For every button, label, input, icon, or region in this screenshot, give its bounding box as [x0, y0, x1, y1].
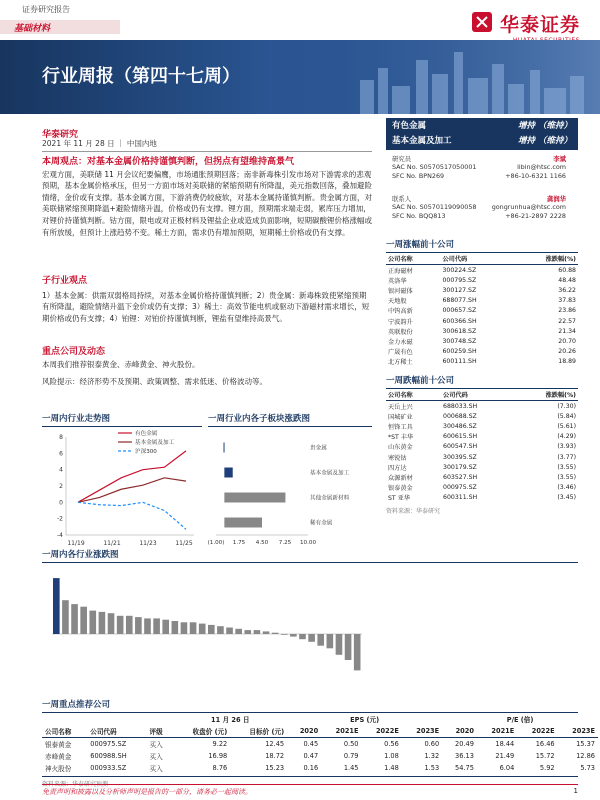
recommend-title: 一周重点推荐公司	[42, 698, 578, 713]
table-cell: 600259.SH	[442, 348, 477, 356]
table-cell: 37.83	[558, 297, 576, 305]
table-cell: 6.04	[499, 764, 515, 772]
y-tick-label: -2	[57, 515, 63, 523]
huatai-logo-icon	[470, 10, 494, 34]
footer	[0, 780, 600, 800]
table-cell: 688033.SH	[443, 402, 478, 410]
table-row	[386, 432, 578, 442]
focus-text: 本周我们推荐银泰黄金、赤峰黄金、神火股份。	[42, 359, 200, 369]
bar	[62, 600, 69, 634]
table-cell: 1.32	[424, 752, 440, 760]
losers-section	[386, 374, 578, 515]
bar	[299, 634, 306, 639]
trend-chart-title: 一周内行业走势图	[42, 412, 202, 427]
sub-view-title: 子行业观点	[42, 276, 88, 286]
table-cell: 22.57	[558, 317, 576, 325]
gainers-section	[386, 238, 578, 367]
bar	[208, 625, 215, 634]
bar	[181, 622, 188, 634]
table-cell: 23.86	[558, 307, 576, 315]
table-cell: 603527.SH	[443, 473, 478, 481]
bar	[244, 630, 251, 634]
y-tick-label: 2	[59, 483, 63, 490]
series-line	[78, 478, 186, 503]
table-cell: 20.49	[455, 740, 474, 748]
table-cell: 银泰黄金	[388, 485, 413, 493]
bar	[99, 612, 106, 634]
focus-section	[42, 347, 372, 370]
table-cell: 600547.SH	[443, 443, 478, 451]
focus-title: 重点公司及动态	[42, 347, 106, 357]
recommend-table	[42, 713, 598, 774]
report-meta: 2021 年 11 月 28 日 ｜ 中国内地	[42, 139, 157, 148]
col-header: 2023E	[416, 727, 440, 735]
y-tick-label: 0	[59, 499, 63, 507]
table-row	[386, 357, 578, 367]
col-header: 2022E	[375, 727, 399, 735]
report-type-label: 证券研究报告	[22, 5, 70, 14]
col-header: 2020	[455, 727, 474, 735]
legend-label: 沪深300	[135, 449, 157, 455]
table-cell: 12.86	[576, 752, 595, 760]
table-row	[386, 265, 578, 276]
table-cell: 天岳上兴	[388, 403, 413, 411]
table-cell: 英洛华	[388, 277, 407, 285]
bar	[317, 634, 324, 646]
table-cell: 0.79	[343, 752, 359, 760]
risk-text: 风险提示：经济形势不及预期、政策调整、需求低迷、价格波动等。	[42, 377, 267, 386]
table-cell: 0.47	[303, 752, 319, 760]
col-header: 2021E	[335, 727, 359, 735]
bar	[144, 618, 151, 634]
table-cell: 5.92	[539, 764, 555, 772]
table-cell: 1.08	[384, 752, 399, 760]
table-row	[386, 442, 578, 452]
table-row	[386, 452, 578, 462]
table-cell: 12.45	[265, 740, 285, 748]
table-cell: (3.55)	[557, 463, 576, 471]
bar	[226, 628, 233, 635]
table-cell: 8.76	[212, 764, 228, 772]
table-cell: 20.70	[558, 337, 576, 345]
key-view	[42, 156, 372, 238]
table-cell: 英联股份	[388, 328, 413, 336]
table-cell: 买入	[149, 741, 163, 749]
col-header: 2022E	[531, 727, 555, 735]
table-cell: 0.56	[384, 740, 399, 748]
x-tick-label: 11/25	[175, 540, 193, 547]
key-view-headline: 对基本金属价格持谨慎判断，但拐点有望维持高景气	[87, 157, 295, 167]
table-cell: 0.45	[303, 740, 319, 748]
x-tick-label: 11/21	[103, 540, 121, 547]
pe-group-header: P/E (倍)	[506, 716, 534, 724]
table-cell: 银河磁体	[388, 287, 413, 295]
industry-chart-section	[42, 548, 578, 687]
page-number: 1	[573, 787, 578, 795]
analyst-block	[392, 154, 578, 234]
bar	[336, 634, 343, 655]
col-header: 评级	[149, 728, 163, 736]
table-cell: (3.77)	[557, 453, 576, 461]
table-row	[386, 472, 578, 482]
eps-group-header: EPS (元)	[350, 716, 380, 724]
rating-row: 有色金属 增持 （维持）	[392, 121, 572, 131]
price-date-header: 11 月 26 日	[211, 716, 250, 724]
losers-title: 一周跌幅前十公司	[386, 374, 578, 389]
table-row	[386, 483, 578, 493]
table-cell: 300395.SZ	[443, 453, 477, 461]
table-cell: 300486.SZ	[443, 422, 477, 430]
table-cell: 48.48	[558, 276, 576, 284]
table-row	[386, 347, 578, 357]
bar	[254, 630, 261, 634]
bar	[126, 616, 133, 634]
col-header: 公司代码	[441, 389, 513, 401]
table-row	[386, 306, 578, 316]
table-row	[386, 411, 578, 421]
y-tick-label: 6	[59, 450, 63, 458]
table-row	[386, 285, 578, 295]
report-date: 2021 年 11 月 28 日	[42, 139, 115, 148]
col-header: 公司代码	[90, 728, 117, 736]
table-cell: 北方稀土	[388, 359, 413, 367]
table-cell: (3.55)	[557, 473, 576, 481]
table-cell: 600615.SH	[443, 433, 478, 441]
bar	[224, 518, 262, 528]
table-cell: (3.93)	[557, 443, 576, 451]
table-cell: 300748.SZ	[442, 337, 477, 345]
col-header: 目标价 (元)	[249, 728, 285, 736]
col-header: 涨跌幅(%)	[513, 389, 578, 401]
table-cell: 国城矿业	[388, 413, 413, 421]
table-cell: 1.48	[384, 764, 399, 772]
bar	[108, 613, 115, 634]
table-cell: 16.98	[208, 752, 228, 760]
trend-chart-section	[42, 412, 202, 561]
table-cell: 神火股份	[45, 765, 72, 773]
bar	[153, 618, 160, 634]
losers-table	[386, 389, 578, 503]
x-tick-label: 11/23	[139, 540, 157, 547]
table-row	[42, 750, 598, 762]
table-cell: 正海磁材	[388, 267, 413, 275]
table-row	[386, 326, 578, 336]
bar	[162, 620, 169, 634]
bar	[190, 622, 197, 634]
table-cell: 000657.SZ	[442, 307, 477, 315]
table-cell: ST 亚华	[388, 495, 411, 503]
bar	[345, 634, 352, 660]
industry-chart-title: 一周内各行业涨跌图	[42, 548, 578, 563]
table-cell: 600111.SH	[442, 358, 477, 366]
table-cell: 广晟有色	[388, 349, 413, 357]
table-cell: 21.34	[558, 327, 576, 335]
x-tick-label: 4.50	[255, 540, 269, 546]
table-row	[386, 296, 578, 306]
bar	[224, 468, 232, 478]
table-row	[42, 762, 598, 774]
bar	[71, 604, 78, 634]
brand	[500, 10, 580, 44]
bar	[80, 607, 87, 634]
bar	[354, 634, 361, 670]
col-header: 2021E	[491, 727, 515, 735]
table-cell: 000975.SZ	[90, 740, 127, 748]
x-tick-label: 7.25	[278, 540, 292, 546]
bar	[217, 626, 224, 634]
col-header: 涨跌幅(%)	[513, 253, 578, 265]
bar	[53, 578, 60, 634]
table-cell: 600366.SH	[442, 317, 477, 325]
table-cell: 金力永磁	[388, 338, 413, 346]
table-cell: 18.89	[558, 358, 576, 366]
table-row	[386, 275, 578, 285]
y-tick-label: -4	[57, 532, 63, 539]
sub-sector-chart-title: 一周行业内各子板块涨跌图	[208, 412, 372, 427]
bar	[199, 624, 206, 634]
table-cell: (3.45)	[557, 494, 576, 502]
table-row	[386, 493, 578, 503]
table-cell: 买入	[149, 753, 163, 761]
table-cell: 15.37	[576, 740, 595, 748]
bar	[263, 631, 270, 634]
col-header: 公司名称	[386, 253, 440, 265]
table-cell: 1.53	[424, 764, 440, 772]
bar	[117, 616, 124, 634]
category-label: 基本金属及加工	[310, 470, 350, 477]
table-cell: 山东黄金	[388, 444, 413, 452]
table-cell: 15.72	[535, 752, 555, 760]
table-cell: 20.26	[558, 348, 576, 356]
bar	[281, 634, 288, 635]
table-cell: 54.75	[455, 764, 474, 772]
table-cell: 000933.SZ	[90, 764, 127, 772]
recommend-section	[42, 698, 595, 788]
table-cell: 300127.SZ	[442, 286, 477, 294]
legend-label: 基本金属及加工	[135, 440, 175, 446]
report-title: 行业周报（第四十七周）	[42, 66, 240, 87]
table-cell: 众源新材	[388, 474, 413, 482]
table-cell: 60.88	[558, 266, 576, 274]
table-cell: (5.61)	[557, 422, 576, 430]
y-tick-label: 4	[59, 466, 63, 474]
rating-box	[386, 118, 578, 150]
gainers-title: 一周涨幅前十公司	[386, 238, 578, 253]
bar	[172, 621, 179, 634]
series-line	[78, 502, 186, 529]
table-cell: 银泰黄金	[45, 741, 72, 749]
category-label: 基础材料	[14, 24, 51, 34]
report-region: 中国内地	[126, 139, 157, 148]
bar	[327, 634, 334, 648]
table-row	[386, 462, 578, 472]
bar	[224, 493, 285, 503]
bar	[89, 611, 96, 634]
table-row	[386, 316, 578, 326]
losers-source: 资料来源：华泰研究	[386, 507, 441, 515]
table-cell: 21.49	[495, 752, 515, 760]
table-cell: 宁波韵升	[388, 318, 413, 326]
col-header: 2020	[299, 727, 319, 735]
x-tick-label: 10.00	[299, 540, 317, 546]
table-cell: 9.22	[212, 740, 228, 748]
table-cell: 0.16	[303, 764, 319, 772]
bar	[135, 617, 142, 634]
table-cell: 16.46	[535, 740, 555, 748]
table-cell: 5.73	[580, 764, 595, 772]
y-tick-label: 8	[59, 434, 63, 441]
sub-view	[42, 276, 372, 324]
trend-chart	[42, 427, 202, 557]
table-cell: 天地股	[388, 298, 407, 306]
table-cell: 恒锋工具	[388, 423, 413, 431]
x-tick-label: 1.75	[232, 540, 246, 546]
table-cell: (5.84)	[557, 412, 576, 420]
table-cell: 600988.SH	[90, 752, 127, 760]
brand-name: 华泰证券	[499, 14, 580, 36]
table-cell: 600311.SH	[443, 494, 478, 502]
x-tick-label: 11/19	[67, 540, 85, 547]
key-view-title: 本周观点：	[42, 157, 88, 167]
rating-row: 基本金属及加工 增持 （维持）	[392, 136, 572, 146]
table-cell: 寒锐钴	[388, 454, 407, 462]
table-row	[42, 738, 598, 751]
industry-chart	[42, 563, 578, 683]
table-cell: 15.23	[265, 764, 285, 772]
col-header: 2023E	[572, 727, 595, 735]
recommend-source: 资料来源：华泰研究预测	[42, 776, 578, 788]
table-cell: 18.44	[495, 740, 515, 748]
col-header: 公司名称	[386, 389, 441, 401]
table-cell: 1.45	[343, 764, 359, 772]
bar	[272, 633, 279, 634]
sub-sector-chart-section	[208, 412, 372, 561]
bar	[308, 634, 315, 642]
category-label: 其他金属新材料	[310, 495, 350, 502]
bar	[224, 443, 225, 453]
sub-sector-chart	[208, 427, 372, 557]
table-cell: 000975.SZ	[443, 484, 477, 492]
table-cell: (3.46)	[557, 484, 576, 492]
bar	[290, 634, 297, 637]
table-cell: 300224.SZ	[442, 266, 477, 274]
analyst-entry: 联系人 龚润华 SAC No. S0570119090058 gongrunhua@htsc.com SFC No. BQQ813 +86-21-2897 2228	[392, 195, 566, 220]
col-header: 公司代码	[440, 253, 512, 265]
x-tick-label: (1.00)	[208, 540, 225, 546]
table-cell: 0.60	[424, 740, 440, 748]
col-header: 公司名称	[45, 728, 72, 736]
table-cell: 36.13	[455, 752, 474, 760]
category-bar	[0, 20, 120, 34]
legend-label: 有色金属	[135, 431, 158, 437]
table-cell: 0.50	[343, 740, 359, 748]
table-row	[386, 421, 578, 431]
city-skyline-image	[240, 40, 600, 114]
bar	[235, 629, 242, 634]
table-cell: 赤峰黄金	[45, 753, 72, 761]
disclaimer: 免责声明和披露以及分析师声明是报告的一部分，请务必一起阅读。	[42, 788, 252, 796]
sub-view-text: 1）基本金属：供需双弱格局持续，对基本金属价格持谨慎判断；2）贵金属：新毒株致使紧缩预期有所降温，避险情绪升温下金价或仍有支撑；3）稀土：高效节能电机或驱动下游磁材需求增长，短期价格或仍有支撑；4）铂锂：对铂价持谨慎判断，锂盐有望维持高景气。	[42, 290, 370, 323]
table-row	[386, 336, 578, 346]
table-cell: 18.72	[265, 752, 285, 760]
table-cell: 四方达	[388, 464, 407, 472]
table-cell: 300179.SZ	[443, 463, 477, 471]
key-view-text: 宏观方面，美联储 11 月会议纪要偏鹰，市场通胀预期回落；南非新毒株引发市场对下游需求的悲观预期，基本金属价格承压，但另一方面市场对美联储的紧缩预期有所降温，美元指数回落，叠加避险情绪，金价或有支撑。基本金属方面，下游消费仍较疲软，对基本金属持谨慎判断。贵金属方面，对美联储紧缩预期降温+避险情绪升温，价格或仍有支撑。锂方面，预期需求端走弱，累库压力增加，对锂价持谨慎判断。钴方面，限电或对正极材料及锂盐企业或造成负面影响，短期碳酸锂价格涨幅或有所放缓，但预计上涨趋势不变。稀土方面，需求仍有增加预期，短期稀土价格或仍有支撑。	[42, 169, 372, 237]
category-label: 稀有金属	[310, 520, 333, 527]
table-row	[386, 401, 578, 412]
series-line	[78, 451, 186, 502]
table-cell: (4.29)	[557, 433, 576, 441]
table-cell: 中钨高新	[388, 308, 413, 316]
category-label: 贵金属	[310, 445, 327, 452]
table-cell: (7.30)	[557, 402, 576, 410]
col-header: 收盘价 (元)	[192, 728, 228, 736]
hero-banner	[0, 40, 600, 114]
table-cell: 688077.SH	[442, 297, 477, 305]
table-cell: 买入	[149, 765, 163, 773]
table-cell: 000795.SZ	[442, 276, 477, 284]
org-name: 华泰研究	[42, 130, 79, 140]
meta-divider	[42, 151, 372, 152]
table-cell: 36.22	[558, 286, 576, 294]
analyst-entry: 研究员 李斌 SAC No. S0570517050001 libin@htsc.com SFC No. BPN269 +86-10-6321 1166	[392, 155, 566, 180]
table-cell: *ST 丰华	[388, 434, 414, 442]
table-cell: 300618.SZ	[442, 327, 477, 335]
table-cell: 000688.SZ	[443, 412, 477, 420]
gainers-table	[386, 253, 578, 367]
